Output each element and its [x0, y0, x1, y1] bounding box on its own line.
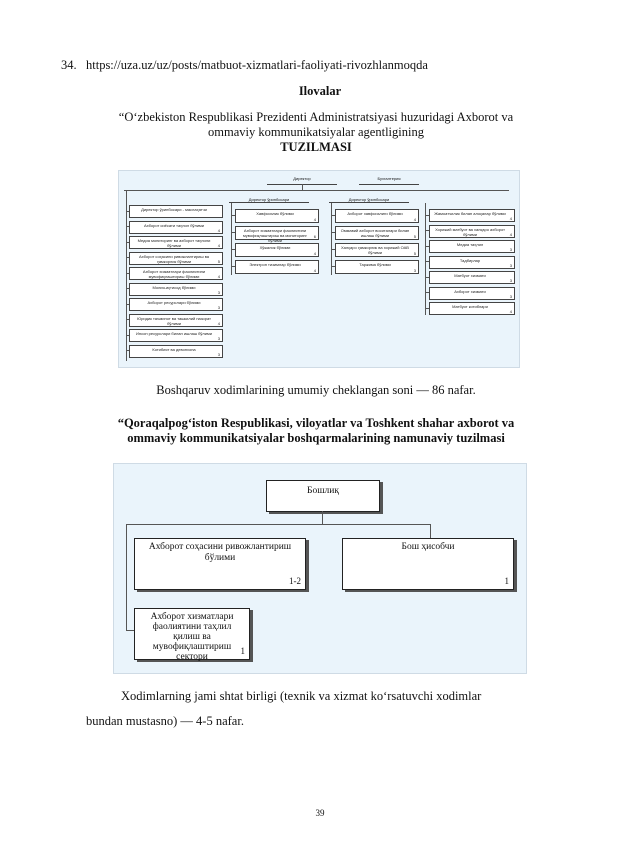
org-box-count: 3: [509, 262, 512, 268]
org-connector: [425, 246, 429, 247]
org-box-right-7: [429, 302, 515, 315]
section1-line2: ommaviy kommunikatsiyalar agentligining: [208, 125, 424, 139]
org-box-count: 4: [509, 216, 512, 221]
org-box-left-5: [129, 267, 223, 280]
development-dept-count: 1-2: [289, 576, 301, 586]
org-box-count: 3: [413, 268, 416, 273]
org-box-label: Медиа таҳлил: [456, 242, 484, 247]
org-box-right-1: [429, 209, 515, 222]
org-box-label: Матбуот котиблари: [452, 304, 488, 309]
org-box-label: Хавфсизлик бўлими: [256, 211, 294, 216]
org-box-label: Таржима бўлими: [359, 262, 391, 267]
org-box-right-4: [429, 256, 515, 269]
org-box-mid2-1: [335, 209, 419, 223]
org-box-left-10: [129, 345, 223, 358]
org-box-left-1: [129, 205, 223, 218]
org-box-left-2: [129, 221, 223, 234]
org-box-count: 5: [217, 258, 220, 264]
org-box-count: 3: [217, 289, 220, 295]
org-box-label: Ахборот хизматлари фаолиятини мувофиқлаштириш ва мониторинг бўлими: [243, 228, 307, 243]
org-connector: [126, 288, 129, 289]
org-box-count: 4: [509, 231, 512, 237]
org-box-label: Медиа мониторинг ва ахборот таҳлили бўлими: [137, 238, 211, 248]
org-box-count: 4: [313, 217, 316, 222]
org-box-mid2-2: [335, 226, 419, 240]
org-box-label: Ахборот хизмати: [454, 288, 486, 294]
org-connector: [425, 215, 429, 216]
org-box-mid1-2: [235, 226, 319, 243]
org-box-right-5: [429, 271, 515, 284]
org-connector: [126, 226, 129, 227]
chart-top-director: Директор: [267, 176, 337, 185]
org-box-left-6: [129, 283, 223, 296]
chief-accountant-label: Бош ҳисобчи: [401, 542, 455, 552]
agency-org-chart: [118, 170, 520, 368]
org-box-label: Ахборот хизматлари фаолиятини мувофиқлаштириш бўлими: [142, 269, 206, 279]
org-box-label: Электрон тизимлар бўлими: [249, 262, 301, 267]
org-box-count: 5: [413, 234, 416, 239]
org-box-label: Ахборот соҳасини ривожлантириш ва ҳамкорлик бўлими: [138, 253, 210, 264]
org-box-count: 4: [413, 217, 416, 222]
org-connector: [126, 319, 129, 320]
org-box-label: Ахборот хавфсизлиги бўлими: [347, 211, 403, 216]
org-connector: [126, 257, 129, 258]
org-box-mid1-3: [235, 243, 319, 257]
org-box-count: 6: [313, 234, 316, 239]
org-connector: [331, 232, 335, 233]
chief-accountant-box: [342, 538, 514, 590]
org-box-right-2: [429, 225, 515, 238]
org-connector: [425, 292, 429, 293]
org-connector: [425, 230, 429, 231]
section1-line1: “O‘zbekiston Respublikasi Prezidenti Administratsiyasi huzuridagi Axborot va: [118, 110, 514, 124]
appendix-title: Ilovalar: [298, 84, 342, 98]
org-box-count: 4: [217, 274, 220, 279]
chart-top-accounting: Бухгалтерия: [359, 176, 419, 185]
org-box-left-7: [129, 298, 223, 311]
org-box-label: Матбуот хизмати: [454, 273, 486, 278]
caption2-line1: Xodimlarning jami shtat birligi (texnik va xizmat ko‘rsatuvchi xodimlar: [121, 689, 482, 703]
org-connector: [331, 266, 335, 267]
org-box-left-4: [129, 252, 223, 265]
org-box-count: 4: [313, 268, 316, 273]
org-box-label: Халқаро ҳамкорлик ва хорижий ОАВ бўлими: [341, 245, 409, 255]
org-connector: [126, 335, 129, 336]
press-sector-box: [134, 608, 250, 660]
org-box-count: 4: [509, 309, 512, 314]
org-connector: [126, 304, 129, 305]
section2-line2: ommaviy kommunikatsiyalar boshqarmalarining namunaviy tuzilmasi: [127, 431, 505, 445]
org-box-count: 3: [217, 351, 220, 357]
caption2-line2: bundan mustasno) — 4-5 nafar.: [86, 714, 244, 728]
org-box-label: Инсон ресурслари билан ишлаш бўлими: [135, 331, 212, 336]
reference-url[interactable]: https://uza.uz/uz/posts/matbuot-xizmatlari-faoliyati-rivozhlanmoqda: [86, 58, 428, 72]
org-connector: [126, 242, 129, 243]
org-box-label: Котибият ва девонхона: [152, 346, 196, 352]
press-sector-count: 1: [240, 646, 245, 656]
org-connector: [231, 249, 235, 250]
org-box-count: 4: [217, 227, 220, 233]
org-box-count: 4: [313, 251, 316, 256]
org-box-right-3: [429, 240, 515, 253]
org-box-count: 3: [509, 247, 512, 252]
org-box-count: 4: [217, 320, 220, 326]
org-box-left-9: [129, 329, 223, 342]
org-connector: [331, 215, 335, 216]
org-connector: [425, 308, 429, 309]
org-box-count: 3: [217, 336, 220, 341]
org-box-left-3: [129, 236, 223, 249]
org-box-label: Ахборот ресурслари бўлими: [147, 300, 201, 305]
head-box-label: Бошлиқ: [307, 486, 339, 496]
org-box-count: 3: [509, 278, 512, 283]
org-box-label: Директор ўринбосари - маслаҳатчи: [141, 207, 207, 212]
development-dept-box: [134, 538, 306, 590]
org-box-mid2-3: [335, 243, 419, 257]
head-box: [266, 480, 380, 512]
org-box-mid1-1: [235, 209, 319, 223]
mid2-header: Директор ўринбосари: [329, 197, 409, 203]
org-box-count: 4: [217, 243, 220, 248]
chief-accountant-count: 1: [504, 576, 509, 586]
org-connector: [126, 350, 129, 351]
org-box-label: Жамоатчилик билан алоқалар бўлими: [434, 211, 506, 216]
org-box-mid1-4: [235, 260, 319, 274]
org-box-label: Ахборот сиёсати таҳлил бўлими: [143, 222, 205, 228]
regional-structure-chart: [113, 463, 527, 674]
org-connector: [425, 277, 429, 278]
section1-line3: TUZILMASI: [280, 140, 352, 154]
org-connector: [231, 266, 235, 267]
org-connector: [126, 273, 129, 274]
press-sector-label: Ахборот хизматлари фаолиятини таҳлил қилиш ва мувофиқлаштириш сектори: [150, 612, 234, 662]
org-connector: [425, 261, 429, 262]
org-box-label: Тадбирлар: [459, 257, 481, 263]
org-connector: [231, 232, 235, 233]
development-dept-label: Ахборот соҳасини ривожлантириш бўлими: [148, 542, 292, 563]
section2-line1: “Qoraqalpog‘iston Respublikasi, viloyatlar va Toshkent shahar axborot va: [117, 416, 515, 430]
org-box-count: 3: [509, 293, 512, 299]
org-box-left-8: [129, 314, 223, 327]
caption1: Boshqaruv xodimlarining umumiy cheklangan soni — 86 nafar.: [156, 383, 476, 397]
mid1-header: Директор ўринбосари: [229, 197, 309, 203]
org-box-label: Хорижий матбуот ва халқаро ахборот бўлими: [435, 226, 505, 237]
org-box-count: 5: [413, 251, 416, 256]
org-box-label: Молия-иқтисод бўлими: [152, 284, 196, 290]
org-box-count: 3: [217, 305, 220, 310]
org-box-label: Оммавий ахборот воситалари билан ишлаш бўлими: [340, 228, 410, 238]
org-box-mid2-4: [335, 260, 419, 274]
org-connector: [231, 215, 235, 216]
page-number: 39: [315, 808, 325, 818]
org-box-label: Юридик таъминот ва ташкилий назорат бўлими: [137, 315, 211, 326]
org-connector: [126, 211, 129, 212]
org-box-right-6: [429, 287, 515, 300]
reference-number: 34.: [61, 58, 77, 72]
org-box-label: Хўжалик бўлими: [259, 245, 291, 250]
org-connector: [331, 249, 335, 250]
